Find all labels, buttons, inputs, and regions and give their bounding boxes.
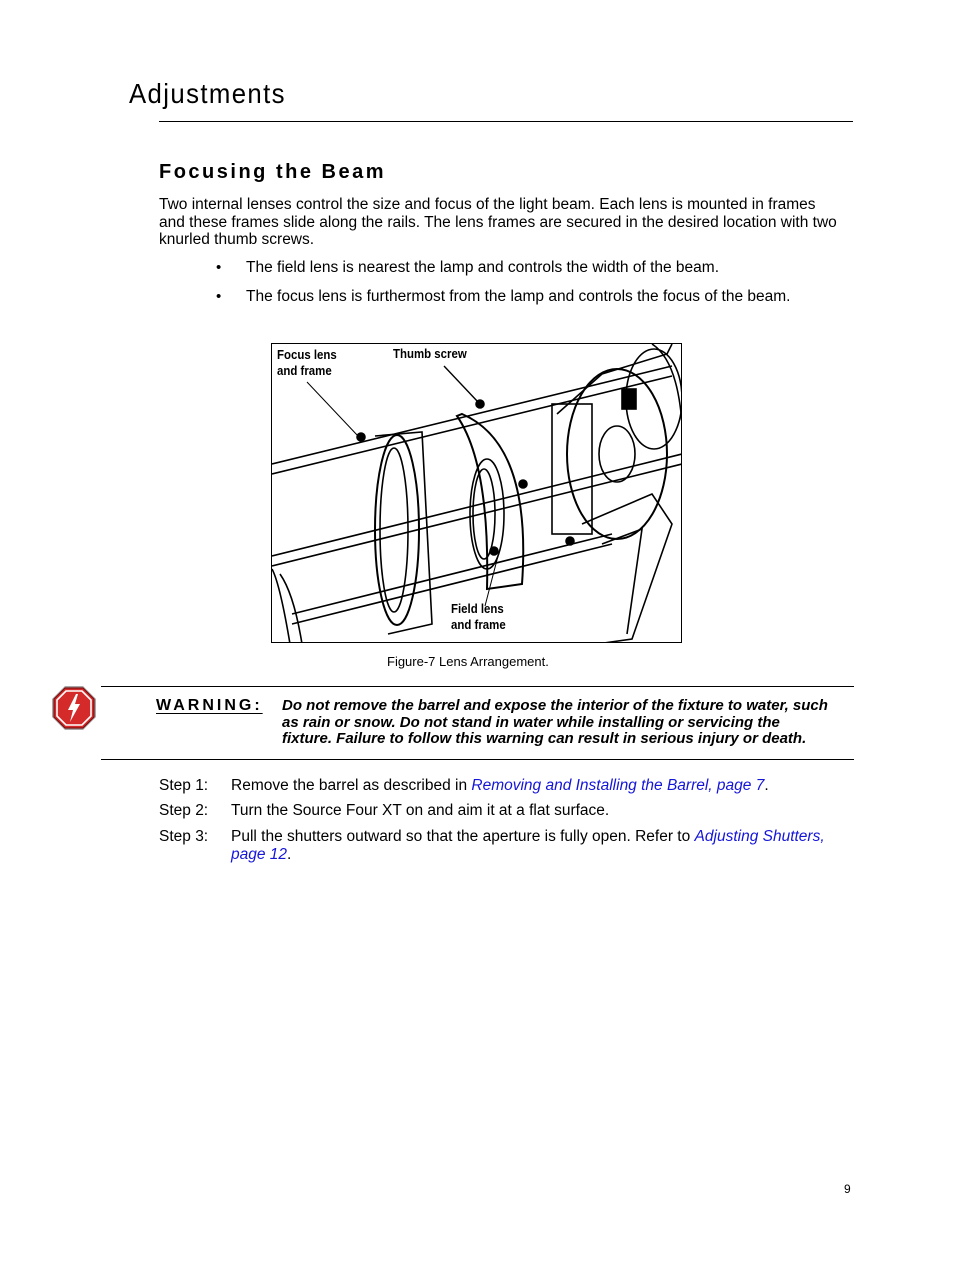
section-title: Focusing the Beam xyxy=(159,161,386,183)
step-1-post: . xyxy=(764,777,769,794)
label-focus-lens xyxy=(277,347,337,379)
lightning-warning-icon xyxy=(50,684,98,732)
bullet-symbol: • xyxy=(216,288,222,305)
bullet-item xyxy=(216,259,221,277)
label-thumb-screw: Thumb screw xyxy=(393,346,467,361)
label-field-lens-line2: and frame xyxy=(451,617,506,632)
step-3-label: Step 3: xyxy=(159,828,209,845)
figure-caption: Figure-7 Lens Arrangement. xyxy=(387,654,549,669)
label-focus-lens-line2: and frame xyxy=(277,363,332,378)
bullet-symbol: • xyxy=(216,259,222,276)
intro-line: knurled thumb screws. xyxy=(159,231,315,248)
warning-bottom-rule xyxy=(101,759,854,760)
bullet-text-field-lens: The field lens is nearest the lamp and controls the width of the beam. xyxy=(246,259,720,276)
lens-arrangement-figure xyxy=(271,343,682,643)
warning-line: fixture. Failure to follow this warning can result in serious injury or death. xyxy=(282,730,807,747)
warning-label: WARNING: xyxy=(156,697,263,714)
page-number: 9 xyxy=(844,1182,851,1196)
step-1-label: Step 1: xyxy=(159,777,209,794)
label-field-lens xyxy=(451,601,506,633)
warning-top-rule xyxy=(101,686,854,687)
warning-line: as rain or snow. Do not stand in water while installing or servicing the xyxy=(282,713,780,731)
intro-line: Two internal lenses control the size and focus of the light beam. Each lens is mounted in frames xyxy=(159,196,816,213)
intro-paragraph xyxy=(159,196,859,249)
step-1-pre: Remove the barrel as described in xyxy=(231,777,472,794)
lens-illustration xyxy=(272,344,682,643)
label-focus-lens-line1: Focus lens xyxy=(277,347,337,362)
step-1-text xyxy=(231,777,769,795)
warning-line: Do not remove the barrel and expose the interior of the fixture to water, such xyxy=(282,697,828,714)
link-removing-barrel[interactable]: Removing and Installing the Barrel, page 7 xyxy=(471,777,765,794)
bullet-text-focus-lens: The focus lens is furthermost from the lamp and controls the focus of the beam. xyxy=(246,288,791,305)
link-adjusting-shutters-page[interactable]: page 12 xyxy=(231,846,288,863)
step-2-label: Step 2: xyxy=(159,802,209,819)
intro-line: and these frames slide along the rails. The lens frames are secured in the desired location with two xyxy=(159,213,837,231)
warning-text xyxy=(282,698,857,748)
step-3-text xyxy=(231,828,861,864)
step-2-text: Turn the Source Four XT on and aim it at a flat surface. xyxy=(231,802,610,819)
bullet-item xyxy=(216,288,221,306)
label-field-lens-line1: Field lens xyxy=(451,601,504,616)
link-adjusting-shutters[interactable]: Adjusting Shutters, xyxy=(694,828,825,845)
step-3-pre: Pull the shutters outward so that the aperture is fully open. Refer to xyxy=(231,828,695,845)
header-rule xyxy=(159,121,853,122)
step-3-post: . xyxy=(287,846,292,863)
chapter-title: Adjustments xyxy=(129,78,286,109)
